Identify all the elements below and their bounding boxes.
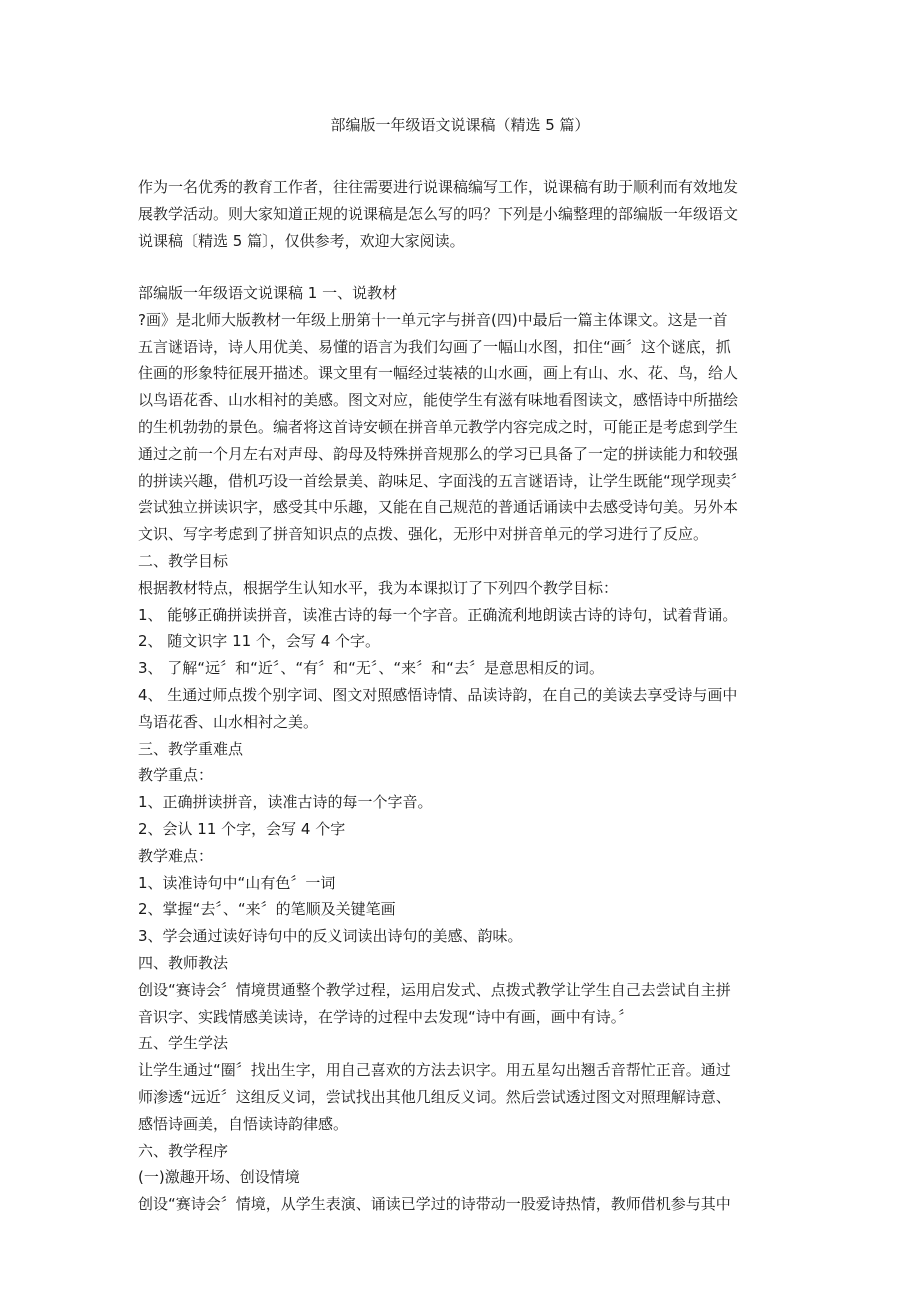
text-line: 感悟诗画美，自悟读诗韵律感。 bbox=[138, 1114, 349, 1133]
list-item: 1、正确拼读拼音，读准古诗的每一个字音。 bbox=[138, 793, 433, 812]
list-item: 3、学会通过读好诗句中的反义词读出诗句的美感、韵味。 bbox=[138, 927, 523, 946]
list-item: 2、 随文识字 11 个，会写 4 个字。 bbox=[138, 632, 381, 651]
subheading: 教学重点： bbox=[138, 766, 214, 785]
subheading: 教学难点： bbox=[138, 846, 214, 865]
list-item: 4、 生通过师点拨个别字词、图文对照感悟诗情、品读诗韵，在自己的美读去享受诗与画中 bbox=[138, 685, 738, 704]
text-line: 文识、写字考虑到了拼音知识点的点拨、强化，无形中对拼音单元的学习进行了反应。 bbox=[138, 525, 709, 544]
text-line: 说课稿〔精选 5 篇〕，仅供参考，欢迎大家阅读。 bbox=[138, 231, 465, 250]
text-line: 鸟语花香、山水相衬之美。 bbox=[138, 712, 319, 731]
section-heading: 四、教师教法 bbox=[138, 953, 229, 972]
text-line: 根据教材特点，根据学生认知水平，我为本课拟订了下列四个教学目标： bbox=[138, 578, 619, 597]
list-item: 1、 能够正确拼读拼音，读准古诗的每一个字音。正确流利地朗读古诗的诗句，试着背诵。 bbox=[138, 605, 738, 624]
list-item: 2、掌握“去〞、“来〞的笔顺及关键笔画 bbox=[138, 900, 396, 919]
text-line: 让学生通过“圈〞找出生字，用自己喜欢的方法去识字。用五星勾出翘舌音帮忙正音。通过 bbox=[138, 1061, 731, 1080]
section-heading: 二、教学目标 bbox=[138, 551, 229, 570]
text-line: ?画》是北师大版教材一年级上册第十一单元字与拼音(四)中最后一篇主体课文。这是一首 bbox=[138, 310, 728, 329]
document-title: 部编版一年级语文说课稿（精选 5 篇） bbox=[330, 116, 590, 134]
text-line: 住画的形象特征展开描述。课文里有一幅经过装裱的山水画，画上有山、水、花、鸟，给人 bbox=[138, 364, 739, 383]
section-heading: 三、教学重难点 bbox=[138, 739, 244, 758]
text-line: 创设“赛诗会〞情境贯通整个教学过程，运用启发式、点拨式教学让学生自己去尝试自主拼 bbox=[138, 980, 731, 999]
text-line: 作为一名优秀的教育工作者，往往需要进行说课稿编写工作，说课稿有助于顺利而有效地发 bbox=[138, 178, 739, 196]
body-text bbox=[138, 280, 788, 1218]
list-item: 2、会认 11 个字，会写 4 个字 bbox=[138, 819, 346, 838]
subheading: (一)激趣开场、创设情境 bbox=[138, 1168, 300, 1187]
section-heading: 五、学生学法 bbox=[138, 1034, 229, 1053]
text-line: 五言谜语诗，诗人用优美、易懂的语言为我们勾画了一幅山水图，扣住“画〞这个谜底，抓 bbox=[138, 337, 731, 356]
text-line: 师渗透“远近〞这组反义词，尝试找出其他几组反义词。然后尝试透过图文对照理解诗意、 bbox=[138, 1087, 731, 1106]
text-line: 的拼读兴趣，借机巧设一首绘景美、韵味足、字面浅的五言谜语诗，让学生既能“现学现卖〞 bbox=[138, 471, 746, 490]
text-line: 音识字、实践情感美读诗，在学诗的过程中去发现“诗中有画，画中有诗。〞 bbox=[138, 1007, 634, 1026]
text-line: 通过之前一个月左右对声母、韵母及特殊拼音规那么的学习已具备了一定的拼读能力和较强 bbox=[138, 444, 739, 463]
text-line: 展教学活动。则大家知道正规的说课稿是怎么写的吗？下列是小编整理的部编版一年级语文 bbox=[138, 204, 739, 223]
section-heading: 部编版一年级语文说课稿 1 一、说教材 bbox=[138, 284, 398, 302]
text-line: 的生机勃勃的景色。编者将这首诗安顿在拼音单元教学内容完成之时，可能正是考虑到学生 bbox=[138, 417, 739, 436]
text-line: 以鸟语花香、山水相衬的美感。图文对应，能使学生有滋有味地看图读文，感悟诗中所描绘 bbox=[138, 391, 739, 410]
text-line: 创设“赛诗会〞情境，从学生表演、诵读已学过的诗带动一股爱诗热情，教师借机参与其中 bbox=[138, 1195, 731, 1214]
intro-paragraph bbox=[138, 174, 788, 254]
text-line: 尝试独立拼读识字，感受其中乐趣，又能在自己规范的普通话诵读中去感受诗句美。另外本 bbox=[138, 498, 739, 517]
list-item: 1、读准诗句中“山有色〞一词 bbox=[138, 873, 336, 892]
section-heading: 六、教学程序 bbox=[138, 1141, 229, 1160]
list-item: 3、 了解“远〞和“近〞、“有〞和“无〞、“来〞和“去〞是意思相反的词。 bbox=[138, 659, 604, 678]
